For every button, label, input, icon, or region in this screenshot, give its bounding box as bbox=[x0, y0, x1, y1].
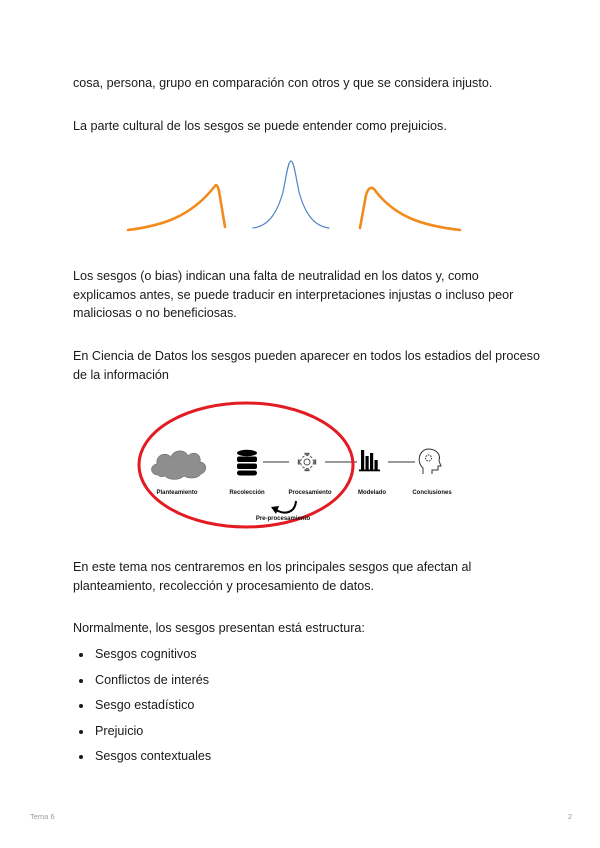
paragraph-bias-definition: Los sesgos (o bias) indican una falta de neutralidad en los datos y, como explicamos antes, se puede traducir en interpretaciones injustas o incluso peor maliciosas o no beneficiosas. bbox=[73, 269, 514, 320]
paragraph-structure-intro: Normalmente, los sesgos presentan está estructura: bbox=[73, 621, 365, 635]
preprocessing-loop-arrow bbox=[276, 501, 296, 513]
bias-types-list bbox=[73, 642, 211, 770]
bar-chart-icon bbox=[359, 450, 380, 471]
stage-label-modelado: Modelado bbox=[358, 490, 386, 496]
list-item: Sesgo estadístico bbox=[73, 693, 211, 719]
list-item: Conflictos de interés bbox=[73, 668, 211, 694]
stage-label-conclusiones: Conclusiones bbox=[412, 490, 452, 496]
list-item: Sesgos contextuales bbox=[73, 744, 211, 770]
paragraph-cultural-bias: La parte cultural de los sesgos se puede entender como prejuicios. bbox=[73, 119, 447, 133]
list-item: Sesgos cognitivos bbox=[73, 642, 211, 668]
stage-label-recoleccion: Recolección bbox=[229, 490, 265, 496]
footer-page-number: 2 bbox=[567, 812, 572, 821]
normal-curve bbox=[253, 161, 329, 228]
stage-label-planteamiento: Planteamiento bbox=[156, 490, 198, 496]
footer-chapter: Tema 6 bbox=[30, 812, 55, 821]
preprocessing-label: Pre-procesamiento bbox=[255, 516, 311, 522]
paragraph-data-science-stages: En Ciencia de Datos los sesgos pueden aparecer en todos los estadios del proceso de la información bbox=[73, 349, 540, 382]
left-skewed-curve bbox=[128, 185, 225, 230]
stage-label-procesamiento: Procesamiento bbox=[288, 490, 332, 496]
distribution-curves-figure bbox=[120, 150, 470, 240]
gear-icon bbox=[298, 453, 316, 471]
list-item: Prejuicio bbox=[73, 719, 211, 745]
database-icon bbox=[237, 450, 257, 476]
cloud-icon bbox=[151, 451, 205, 480]
right-skewed-curve bbox=[360, 188, 460, 230]
head-gear-icon bbox=[419, 449, 441, 474]
paragraph-topic-focus: En este tema nos centraremos en los principales sesgos que afectan al planteamiento, recolección y procesamiento de datos. bbox=[73, 560, 472, 593]
paragraph-intro-continuation: cosa, persona, grupo en comparación con otros y que se considera injusto. bbox=[73, 76, 493, 90]
